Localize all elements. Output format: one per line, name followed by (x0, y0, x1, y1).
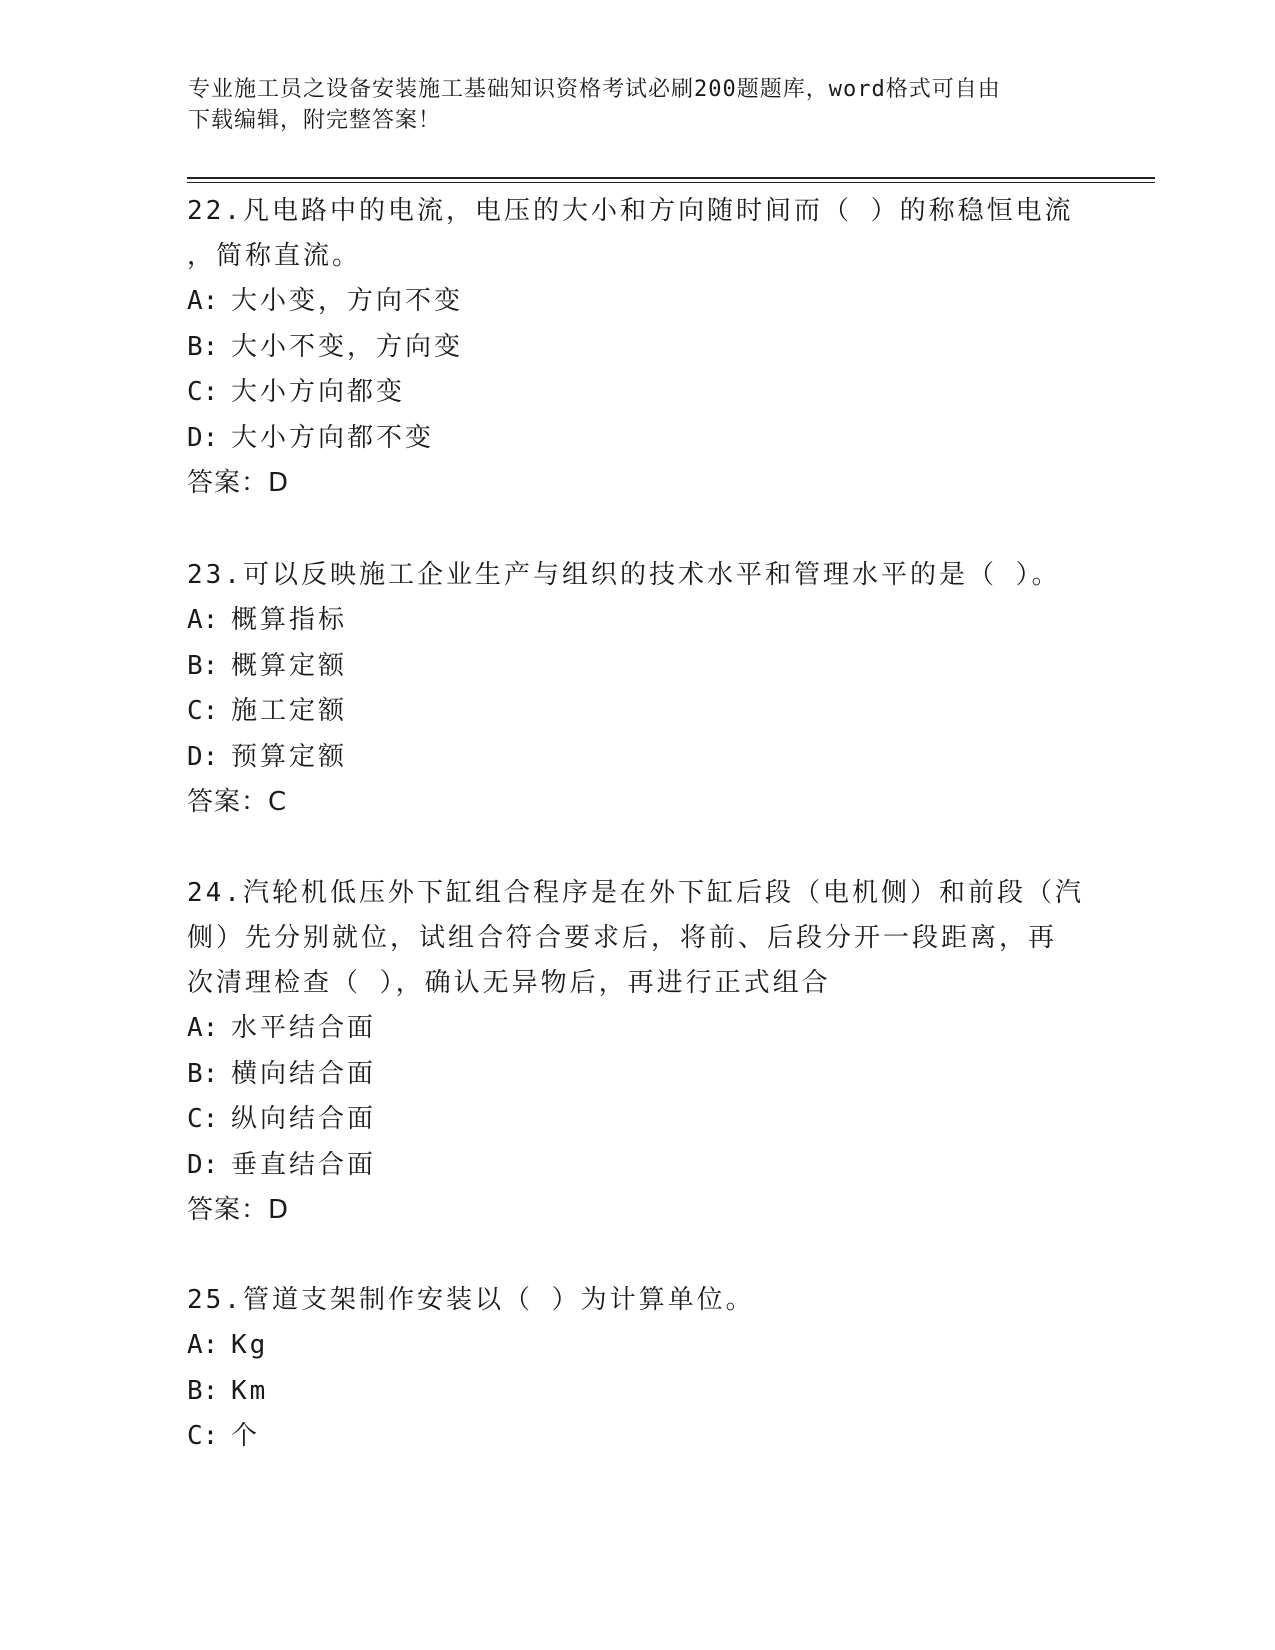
option-d (187, 735, 1087, 781)
option-text: 大小不变，方向变 (231, 331, 464, 362)
document-header (188, 74, 1088, 136)
option-text: 水平结合面 (231, 1013, 377, 1043)
option-letter: B: (187, 1375, 219, 1406)
option-letter: A: (187, 605, 219, 635)
option-letter: D: (187, 1149, 219, 1180)
option-text: 施工定额 (231, 696, 348, 726)
option-letter: C: (187, 377, 219, 407)
question-24 (187, 871, 1087, 1233)
question-25 (187, 1278, 1087, 1460)
option-a (187, 1323, 1087, 1369)
question-stem-line: 25.管道支架制作安装以（ ）为计算单位。 (187, 1285, 755, 1315)
option-c (187, 1097, 1087, 1143)
option-text: 大小变，方向不变 (231, 286, 464, 316)
option-letter: A: (187, 1013, 219, 1043)
option-letter: C: (187, 1421, 219, 1451)
option-letter: A: (187, 1330, 219, 1360)
option-b (187, 644, 1087, 690)
option-text: 大小方向都变 (231, 377, 406, 407)
option-text: 大小方向都不变 (231, 422, 435, 453)
option-b (187, 1369, 1087, 1415)
answer-label: 答案：C (187, 787, 288, 817)
question-22 (187, 189, 1087, 506)
option-letter: C: (187, 696, 219, 726)
option-text: 概算定额 (231, 650, 348, 681)
question-stem-line: 侧）先分别就位，试组合符合要求后，将前、后段分开一段距离，再 (187, 923, 1058, 953)
question-stem-line: 24.汽轮机低压外下缸组合程序是在外下缸后段（电机侧）和前段（汽 (187, 878, 1084, 908)
option-a (187, 1006, 1087, 1052)
option-text: 预算定额 (231, 741, 348, 772)
option-text: Km (231, 1375, 269, 1406)
option-a (187, 598, 1087, 644)
answer-label: 答案：D (187, 468, 290, 498)
header-divider-thick (187, 177, 1155, 179)
option-letter: B: (187, 1058, 219, 1089)
option-text: 纵向结合面 (231, 1104, 377, 1134)
question-stem-line: 23.可以反映施工企业生产与组织的技术水平和管理水平的是（ ）。 (187, 560, 1061, 590)
header-line-1: 专业施工员之设备安装施工基础知识资格考试必刷200题题库，word格式可自由 (188, 77, 1001, 102)
option-c (187, 370, 1087, 416)
question-stem-line: 22.凡电路中的电流，电压的大小和方向随时间而（ ）的称稳恒电流 (187, 196, 1074, 226)
option-text: 垂直结合面 (231, 1149, 377, 1180)
answer-label: 答案：D (187, 1195, 290, 1225)
option-text: Kg (231, 1330, 269, 1360)
option-letter: D: (187, 741, 219, 772)
option-text: 概算指标 (231, 605, 348, 635)
question-stem-line: 次清理检查（ ），确认无异物后，再进行正式组合 (187, 968, 831, 998)
option-letter: D: (187, 422, 219, 453)
option-letter: A: (187, 286, 219, 316)
option-letter: C: (187, 1104, 219, 1134)
question-stem-line: ，简称直流。 (187, 241, 362, 271)
option-text: 个 (231, 1421, 261, 1451)
header-divider-thin (187, 182, 1155, 183)
header-line-2: 下载编辑，附完整答案！ (188, 108, 442, 133)
option-letter: B: (187, 331, 219, 362)
option-c (187, 689, 1087, 735)
option-text: 横向结合面 (231, 1058, 377, 1089)
option-b (187, 325, 1087, 371)
option-c (187, 1414, 1087, 1460)
option-d (187, 416, 1087, 462)
option-letter: B: (187, 650, 219, 681)
option-b (187, 1052, 1087, 1098)
option-a (187, 279, 1087, 325)
question-23 (187, 553, 1087, 825)
option-d (187, 1143, 1087, 1189)
